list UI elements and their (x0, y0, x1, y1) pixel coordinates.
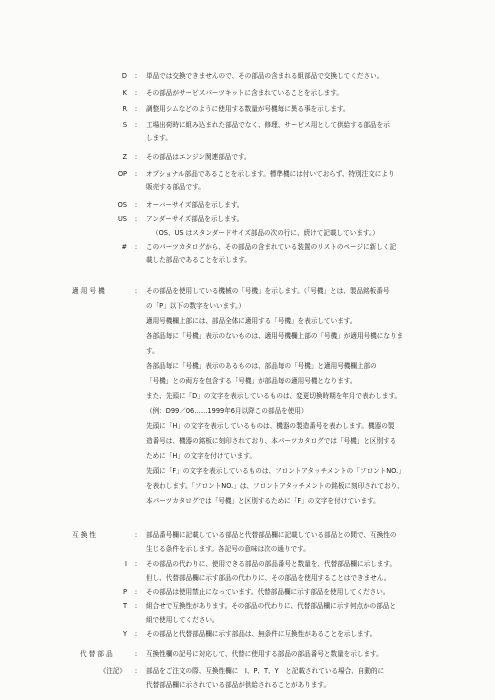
serial-line (0, 419, 495, 433)
code-label: I (125, 560, 127, 568)
description-text: その部品は使用禁止になっています。代替部品欄に示す部品を使用してください。 (146, 588, 390, 596)
legend-row-hash-cont (0, 253, 495, 267)
legend-row-D (0, 69, 495, 83)
section-heading: 《注記》 (99, 667, 126, 675)
description-text: 各部品毎に「号機」表示のあるものは、部品毎の「号機」と適用号機欄上部の (146, 362, 377, 370)
description-text: 単品では交換できませんので、その部品の含まれる組部品で交換してください。 (146, 72, 384, 80)
section-heading: 適 用 号 機 (72, 287, 105, 295)
description-text: その部品と代替部品欄に示す部品は、無条件に互換性があることを示します。 (146, 630, 377, 638)
serial-line (0, 479, 495, 493)
description-text: 但し、代替部品欄に示す部品の代わりに、その部品を使用することはできません。 (146, 574, 391, 582)
description-text: 造番号は、機器の銘板に刻印されており、本パーツカタログでは「号機」と区別する (146, 437, 397, 445)
colon: : (134, 560, 138, 568)
description-text: 適用号機欄上部には、部品全体に適用する「号機」を表示しています。 (146, 317, 357, 325)
description-text: その部品の代わりに、使用できる部品の部品番号と数量を、代替部品欄に示します。 (146, 560, 397, 568)
description-text: 部品番号欄に記載している部品と代替部品欄に記載している部品との間で、互換性の (146, 531, 397, 539)
description-text: 部品をご注文の際、互換性欄に I、P、T、Y と記載されている場合、自動的に (146, 667, 385, 675)
description-text: します。 (146, 134, 172, 142)
description-text: オーバーサイズ部品を示します。 (146, 201, 244, 209)
legend-row-OP (0, 167, 495, 181)
interchange-row-P (0, 585, 495, 599)
serial-line (0, 374, 495, 388)
description-text: 工場出荷時に組み込まれた部品でなく、修理、サービス用として供給する部品を示 (146, 121, 390, 129)
code-label: S (122, 121, 127, 129)
serial-line (0, 389, 495, 403)
description-text: 互換性欄の記号に対応して、代替に使用する部品の部品番号と数量を示します。 (146, 650, 383, 658)
legend-row-OS (0, 198, 495, 212)
colon: : (134, 667, 138, 675)
interchange-row (0, 528, 495, 542)
legend-row-US-note (0, 226, 495, 240)
serial-line (0, 449, 495, 463)
colon: : (134, 531, 138, 539)
serial-line (0, 329, 495, 343)
serial-line (0, 299, 495, 313)
description-text: （例：D99／06‥‥‥1999年6月以降この部品を使用） (146, 407, 308, 415)
interchange-line (0, 613, 495, 627)
code-label: # (121, 243, 127, 251)
description-text: 本パーツカタログでは「号機」と区別するために「F」の文字を付けています。 (146, 497, 380, 505)
legend-row-R (0, 102, 495, 116)
colon: : (134, 89, 138, 97)
code-label: K (122, 89, 127, 97)
serial-line (0, 404, 495, 418)
description-text: ために「H」の文字を付けています。 (146, 452, 256, 460)
section-heading: 互 換 性 (72, 531, 96, 539)
colon: : (134, 243, 138, 251)
legend-row-S (0, 118, 495, 132)
colon: : (134, 105, 138, 113)
serial-line (0, 464, 495, 478)
colon: : (134, 121, 138, 129)
description-text: 販売する部品です。 (146, 183, 205, 191)
description-text: このパーツカタログから、その部品の含まれている装置のリストのページに新しく記 (146, 243, 397, 251)
description-text: の「P」以下の数字をいいます。） (146, 302, 246, 310)
code-label: D (121, 72, 127, 80)
code-label: Y (122, 630, 127, 638)
serial-line (0, 314, 495, 328)
note-line (0, 678, 495, 692)
serial-line (0, 344, 495, 358)
description-text: す。 (146, 347, 159, 355)
colon: : (134, 602, 138, 610)
code-label: R (122, 105, 127, 113)
description-text: を表わします。「フロントNO.」は、フロントアタッチメントの銘板に刻印されており、 (146, 482, 404, 490)
note-row (0, 664, 495, 678)
code-label: P (123, 588, 127, 596)
description-text: その部品がサービスパーツキットに含まれていることを示します。 (146, 89, 343, 97)
colon: : (134, 588, 138, 596)
description-text: その部品を使用している機械の「号機」を示します。（「号機」とは、製品銘板番号 (146, 287, 390, 295)
description-text: アンダーサイズ部品を示します。 (146, 215, 244, 223)
interchange-row-T (0, 599, 495, 613)
colon: : (134, 287, 138, 295)
code-label: OS (117, 201, 127, 209)
colon: : (134, 153, 138, 161)
description-text: 調整用シムなどのように使用する数量が号機毎に異る事を示します。 (146, 105, 350, 113)
description-text: 「号機」との両方を包含する「号機」が部品毎の適用号機となります。 (146, 377, 357, 385)
legend-row-Z (0, 150, 495, 164)
colon: : (134, 630, 138, 638)
description-text: 先頭に「F」の文字を表示しているものは、フロントアタッチメントの「フロントNO.」 (146, 467, 405, 475)
description-text: 組で使用してください。 (146, 616, 219, 624)
interchange-row-Y (0, 627, 495, 641)
interchange-line (0, 542, 495, 556)
interchange-line (0, 571, 495, 585)
code-label: OP (117, 170, 127, 178)
description-text: オプショナル部品であることを示します。標準機には付いておらず、特別注文により (146, 170, 395, 178)
legend-row-K (0, 86, 495, 100)
legend-row-hash (0, 240, 495, 254)
description-text: 代替部品欄に示されている部品が供給されることがあります。 (146, 681, 331, 689)
code-label: T (122, 602, 127, 610)
legend-row-S-cont (0, 131, 495, 145)
description-text: 生じる条件を示します。各記号の意味は次の通りです。 (146, 545, 310, 553)
code-label: Z (122, 153, 127, 161)
description-text: 各部品毎に「号機」表示のないものは、適用号機欄上部の「号機」が適用号機になりま (146, 332, 404, 340)
substitute-section (0, 647, 495, 661)
colon: : (134, 201, 138, 209)
serial-line (0, 494, 495, 508)
description-text: その部品はエンジン関連部品です。 (146, 153, 251, 161)
serial-row (0, 284, 495, 298)
serial-line (0, 434, 495, 448)
colon: : (134, 170, 138, 178)
description-text: 載した部品であることを示します。 (146, 256, 251, 264)
legend-row-OP-cont (0, 180, 495, 194)
colon: : (134, 215, 138, 223)
colon: : (134, 72, 138, 80)
code-label: US (117, 215, 127, 223)
description-text: 組合せで互換性があります。その部品の代わりに、代替部品欄に示す何点かの部品と (146, 602, 397, 610)
description-text: （OS、US はスタンダードサイズ部品の次の行に、続けて記載しています。） (152, 229, 379, 237)
interchange-row-I (0, 557, 495, 571)
legend-row-US (0, 212, 495, 226)
description-text: また、先頭に「D」の文字を表示しているものは、変更切換時期を年月で表わします。 (146, 392, 402, 400)
serial-line (0, 359, 495, 373)
colon: : (134, 650, 138, 658)
description-text: 先頭に「H」の文字を表示しているものは、機器の製造番号を表わします。機器の製 (146, 422, 395, 430)
section-heading: 代 替 部 品 (80, 650, 113, 658)
